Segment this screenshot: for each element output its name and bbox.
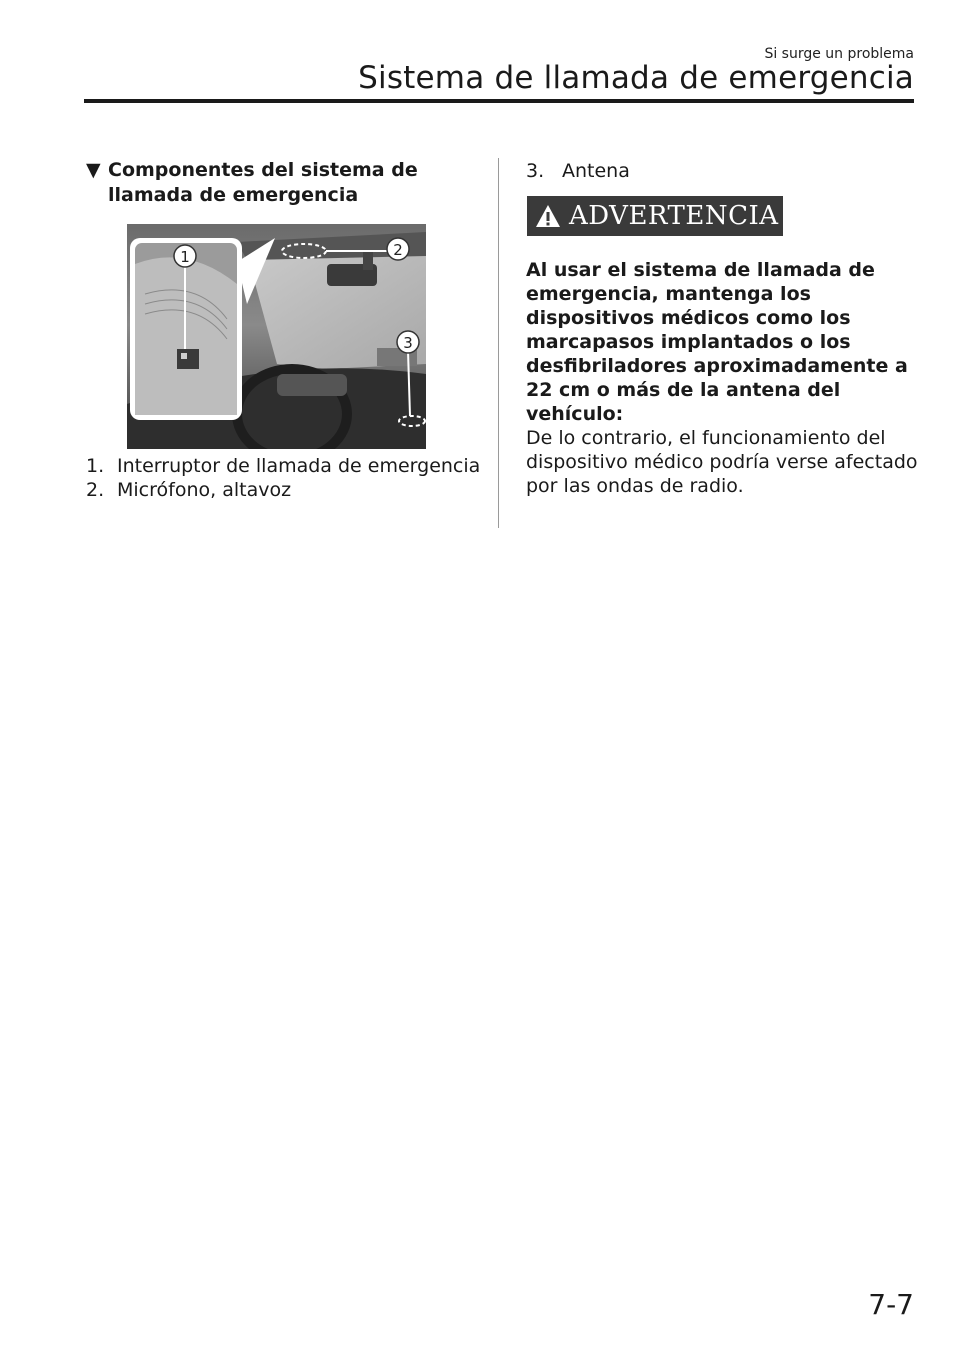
warning-bold-text: Al usar el sistema de llamada de emergencia, mantenga los dispositivos médicos como los marcapasos implantados o los desfibriladores aproximadamente a 22 cm o más de la antena del vehículo: <box>526 259 908 425</box>
warning-label: ADVERTENCIA <box>569 201 779 231</box>
callout-1 <box>174 245 196 267</box>
figure-legend <box>86 454 486 502</box>
list-number: 2. <box>86 479 105 501</box>
figure-legend-continued <box>526 159 630 183</box>
list-item <box>86 454 486 478</box>
car-interior-figure <box>127 224 426 449</box>
chapter-label: Si surge un problema <box>764 46 914 62</box>
list-number: 1. <box>86 455 105 477</box>
svg-text:3: 3 <box>403 334 413 352</box>
section-heading <box>86 158 466 208</box>
warning-normal-text: De lo contrario, el funcionamiento del dispositivo médico podría verse afectado por las ondas de radio. <box>526 427 918 497</box>
warning-body <box>526 258 926 498</box>
list-number: 3. <box>526 160 545 182</box>
triangle-marker-icon: ▼ <box>86 159 101 181</box>
page-title: Sistema de llamada de emergencia <box>358 60 914 96</box>
svg-text:1: 1 <box>180 248 190 266</box>
svg-text:2: 2 <box>393 241 403 259</box>
list-text: Interruptor de llamada de emergencia <box>117 455 481 477</box>
callout-3 <box>397 331 419 353</box>
column-divider <box>498 158 499 528</box>
warning-triangle-icon <box>527 204 569 228</box>
list-text: Micrófono, altavoz <box>117 479 292 501</box>
list-text: Antena <box>562 160 630 182</box>
callout-2 <box>387 238 409 260</box>
warning-banner <box>527 196 783 236</box>
header-rule <box>84 99 914 103</box>
section-heading-text: Componentes del sistema de llamada de emergencia <box>108 159 418 206</box>
list-item <box>526 159 630 183</box>
list-item <box>86 478 486 502</box>
page-number: 7-7 <box>868 1288 914 1321</box>
